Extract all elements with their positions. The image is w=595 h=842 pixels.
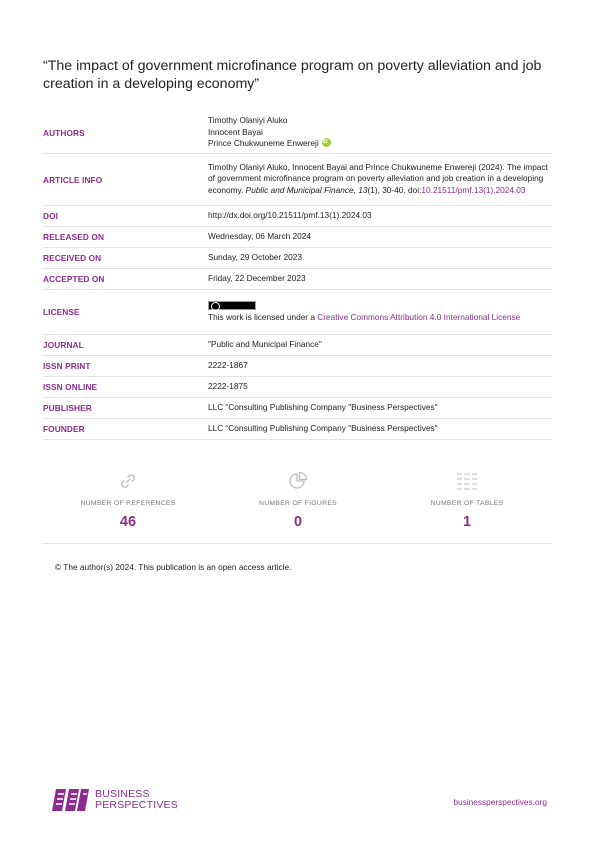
authors-row [43, 113, 552, 154]
stat-value: 0 [293, 514, 303, 530]
stat-value: 46 [119, 514, 137, 530]
founder-value: LLC “Consulting Publishing Company "Business Perspectives" [208, 422, 438, 433]
received-row [43, 248, 552, 269]
issn-online-row [43, 377, 552, 398]
citation-issue: (1), 30-40. doi: [367, 184, 422, 195]
journal-value: "Public and Municipal Finance" [208, 338, 322, 349]
stat-references [43, 470, 213, 530]
article-title: “The impact of government microfinance program on poverty alleviation and job creation in a developing economy” [43, 58, 542, 92]
link-icon [43, 470, 213, 492]
stat-value: 1 [462, 514, 472, 530]
released-label: RELEASED ON [43, 232, 105, 242]
business-perspectives-logo[interactable] [50, 787, 178, 813]
website-link[interactable]: businessperspectives.org [453, 797, 547, 807]
citation-doi-link[interactable]: 10.21511/pmf.13(1).2024.03 [421, 184, 526, 195]
license-text: This work is licensed under a [208, 311, 318, 322]
table-icon [382, 470, 552, 492]
accepted-value: Friday, 22 December 2023 [208, 272, 306, 283]
article-info-row [43, 154, 552, 206]
open-access-notice: © The author(s) 2024. This publication is an open access article. [55, 562, 292, 572]
license-label: LICENSE [43, 307, 80, 317]
orcid-icon[interactable] [322, 138, 331, 147]
doi-row [43, 206, 552, 227]
author-name: Innocent Bayai [208, 126, 263, 137]
issn-print-label: ISSN PRINT [43, 361, 91, 371]
publisher-label: PUBLISHER [43, 403, 92, 413]
article-metadata [43, 113, 552, 440]
pie-chart-icon [213, 470, 383, 492]
issn-print-value: 2222-1867 [208, 359, 248, 370]
founder-label: FOUNDER [43, 424, 85, 434]
journal-label: JOURNAL [43, 340, 84, 350]
doi-value[interactable]: http://dx.doi.org/10.21511/pmf.13(1).2024.03 [208, 209, 372, 220]
stat-label: NUMBER OF FIGURES [259, 500, 337, 507]
founder-row [43, 419, 552, 440]
journal-row [43, 335, 552, 356]
article-info-value [208, 159, 552, 201]
article-info-label: ARTICLE INFO [43, 174, 103, 185]
logo-line: PERSPECTIVES [95, 799, 178, 811]
article-stats [43, 470, 552, 544]
issn-online-value: 2222-1875 [208, 380, 248, 391]
authors-label: AUTHORS [43, 128, 85, 138]
issn-print-row [43, 356, 552, 377]
authors-value [208, 112, 552, 154]
cc-by-icon[interactable] [208, 301, 256, 310]
doi-label: DOI [43, 211, 59, 221]
stat-label: NUMBER OF TABLES [430, 500, 504, 507]
stat-tables [382, 470, 552, 530]
publisher-value: LLC “Consulting Publishing Company "Business Perspectives" [208, 401, 438, 412]
stat-figures [213, 470, 383, 530]
publisher-row [43, 398, 552, 419]
license-value [208, 297, 552, 327]
logo-line: BUSINESS [95, 788, 150, 800]
issn-online-label: ISSN ONLINE [43, 382, 98, 392]
received-value: Sunday, 29 October 2023 [208, 251, 302, 262]
license-link[interactable]: Creative Commons Attribution 4.0 International License [317, 311, 521, 322]
publisher-logo-text [95, 789, 178, 811]
stat-label: NUMBER OF REFERENCES [80, 500, 176, 507]
license-row [43, 290, 552, 335]
released-row [43, 227, 552, 248]
citation-journal: Public and Municipal Finance, 13 [245, 184, 368, 195]
citation-text: Timothy Olaniyi Aluko, Innocent Bayai and Prince Chukwuneme Enwereji (2024). The impact of government microfinance program on poverty alleviation and job creation in a developing economy. [208, 161, 548, 195]
author-name: Timothy Olaniyi Aluko [208, 115, 288, 126]
released-value: Wednesday, 06 March 2024 [208, 230, 312, 241]
publisher-logo-icon [50, 787, 90, 813]
accepted-label: ACCEPTED ON [43, 274, 105, 284]
accepted-row [43, 269, 552, 290]
author-name: Prince Chukwuneme Enwereji [208, 138, 319, 149]
received-label: RECEIVED ON [43, 253, 102, 263]
